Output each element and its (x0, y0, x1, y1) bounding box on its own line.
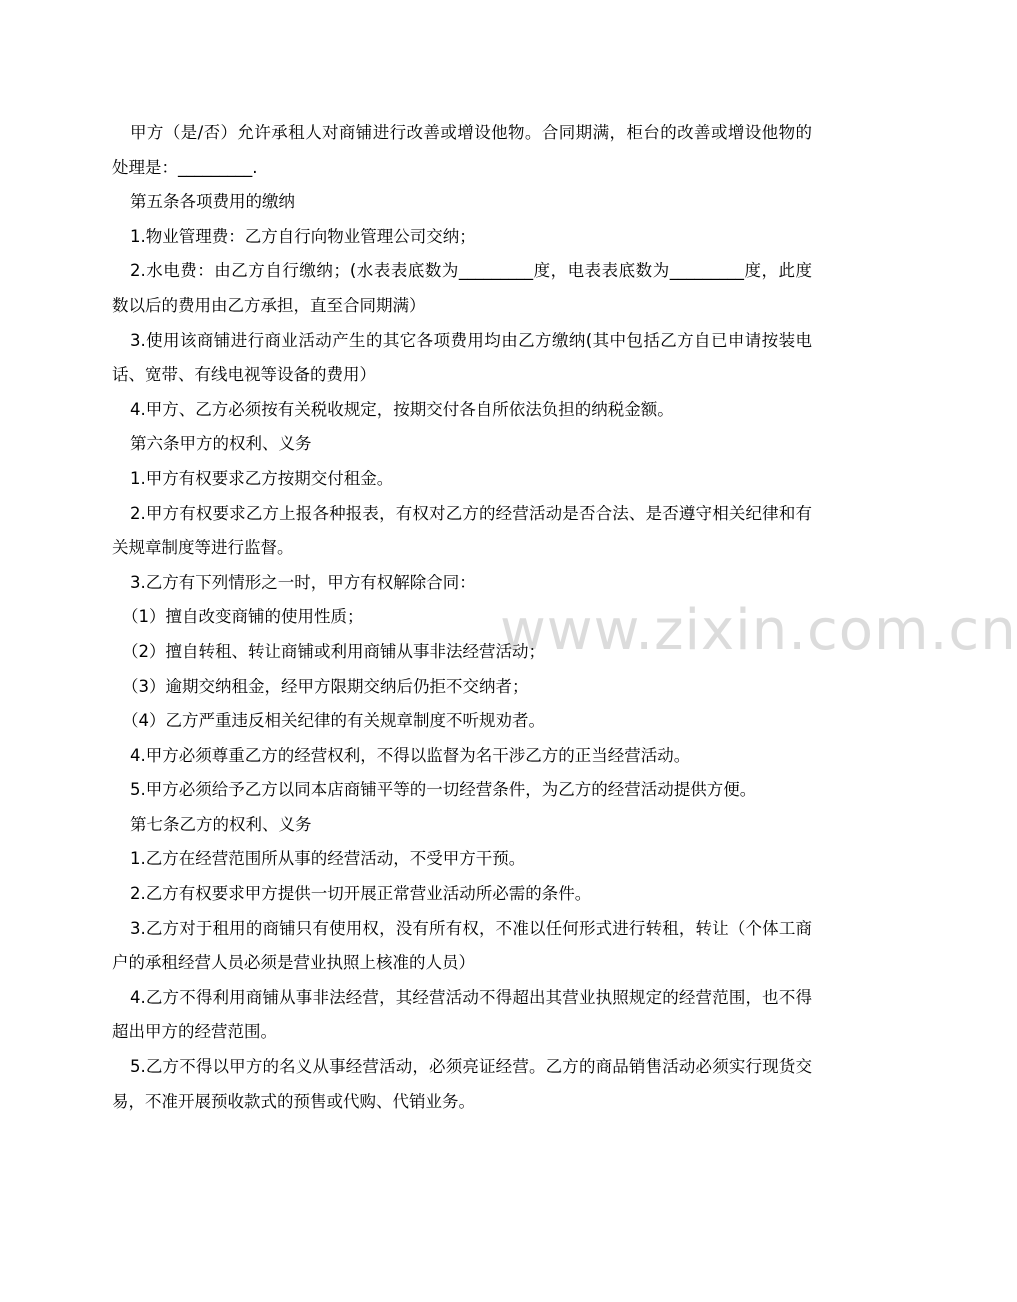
article-6-subitem-3: （3）逾期交纳租金，经甲方限期交纳后仍拒不交纳者； (122, 676, 529, 696)
article-6-subitem-1: （1）擅自改变商铺的使用性质； (122, 607, 364, 627)
article-6-subitem-4: （4）乙方严重违反相关纪律的有关规章制度不听规劝者。 (122, 711, 545, 731)
article-7-item-2: 2.乙方有权要求甲方提供一切开展正常营业活动所必需的条件。 (130, 884, 592, 904)
article-6-item-4: 4.甲方必须尊重乙方的经营权利，不得以监督为名干涉乙方的正当经营活动。 (130, 745, 691, 765)
article-7-heading: 第七条乙方的权利、义务 (130, 814, 312, 834)
article-5-heading: 第五条各项费用的缴纳 (130, 192, 295, 212)
article-5-item-1: 1.物业管理费：乙方自行向物业管理公司交纳； (130, 226, 476, 246)
article-6-item-3: 3.乙方有下列情形之一时，甲方有权解除合同： (130, 572, 476, 592)
article-7-item-1: 1.乙方在经营范围所从事的经营活动，不受甲方干预。 (130, 849, 526, 869)
article-6-item-2: 2.甲方有权要求乙方上报各种报表，有权对乙方的经营活动是否合法、是否遵守相关纪律和有关规章制度等进行监督。 (112, 503, 812, 558)
article-6-item-1: 1.甲方有权要求乙方按期交付租金。 (130, 468, 394, 488)
watermark: www.zixin.com.cn (500, 598, 1017, 663)
article-6-item-5: 5.甲方必须给予乙方以同本店商铺平等的一切经营条件，为乙方的经营活动提供方便。 (130, 780, 757, 800)
article-5-item-4: 4.甲方、乙方必须按有关税收规定，按期交付各自所依法负担的纳税金额。 (130, 399, 674, 419)
document-body (112, 116, 812, 1119)
article-7-item-4: 4.乙方不得利用商铺从事非法经营，其经营活动不得超出其营业执照规定的经营范围，也不得超出甲方的经营范围。 (112, 987, 812, 1042)
article-6-subitem-2: （2）擅自转租、转让商铺或利用商铺从事非法经营活动； (122, 641, 545, 661)
article-7-item-5: 5.乙方不得以甲方的名义从事经营活动，必须亮证经营。乙方的商品销售活动必须实行现货交易，不准开展预收款式的预售或代购、代销业务。 (112, 1057, 812, 1111)
paragraph-modification-clause: 甲方（是/否）允许承租人对商铺进行改善或增设他物。合同期满，柜台的改善或增设他物的处理是：_________. (112, 123, 812, 177)
article-5-item-2: 2.水电费：由乙方自行缴纳；(水表表底数为_________度，电表表底数为_________度，此度数以后的费用由乙方承担，直至合同期满） (112, 261, 812, 315)
article-7-item-3: 3.乙方对于租用的商铺只有使用权，没有所有权，不准以任何形式进行转租，转让（个体工商户的承租经营人员必须是营业执照上核准的人员） (112, 918, 812, 973)
article-6-heading: 第六条甲方的权利、义务 (130, 434, 312, 454)
article-5-item-3: 3.使用该商铺进行商业活动产生的其它各项费用均由乙方缴纳(其中包括乙方自已申请按装电话、宽带、有线电视等设备的费用） (112, 330, 812, 385)
